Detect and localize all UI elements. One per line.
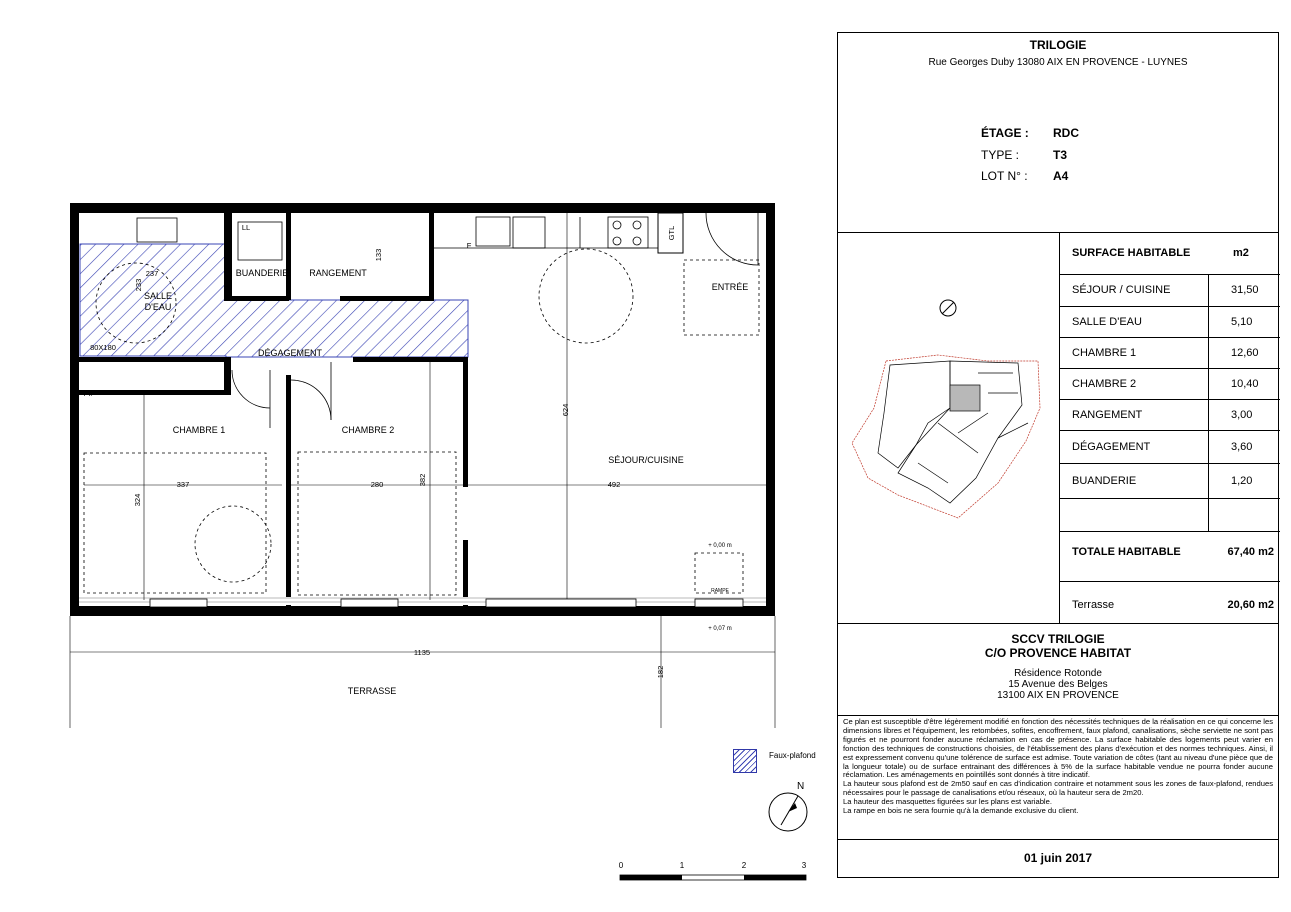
owner-address-3: 13100 AIX EN PROVENCE	[997, 690, 1119, 701]
lot-value: A4	[1053, 169, 1069, 183]
room-chambre-1: CHAMBRE 1	[172, 425, 226, 435]
total-label: TOTALE HABITABLE	[1072, 546, 1181, 558]
surface-row	[1060, 275, 1280, 307]
dim-492: 492	[607, 480, 621, 489]
surface-row	[1060, 400, 1280, 431]
dim-133: 133	[374, 248, 383, 262]
surface-unit: m2	[1233, 247, 1249, 259]
dim-624: 624	[561, 403, 570, 417]
owner-name: SCCV TRILOGIE	[1011, 632, 1105, 646]
surface-header-row	[1060, 233, 1280, 275]
dim-1135: 1135	[413, 648, 431, 657]
project-title: TRILOGIE	[1029, 38, 1087, 52]
scale-tick-3: 3	[801, 861, 807, 870]
room-buanderie: BUANDERIE	[235, 268, 289, 278]
label-gtl: GTL	[667, 225, 676, 241]
surface-row-label: SALLE D'EAU	[1072, 316, 1142, 328]
site-plan	[838, 233, 1059, 624]
room-chambre-2: CHAMBRE 2	[341, 425, 395, 435]
header	[838, 33, 1278, 233]
terrasse-label: Terrasse	[1072, 599, 1115, 611]
disclaimer-p4: La rampe en bois ne sera fournie qu'à la demande exclusive du client.	[843, 806, 1079, 816]
etage-value: RDC	[1053, 126, 1079, 140]
scale-tick-0: 0	[618, 861, 624, 870]
room-degagement: DÉGAGEMENT	[257, 348, 323, 358]
faux-plafond-swatch	[733, 749, 757, 773]
label-ll: LL	[241, 223, 251, 232]
dim-324: 324	[133, 493, 142, 507]
surface-row-value: 1,20	[1231, 475, 1253, 487]
surface-row-value: 5,10	[1231, 316, 1253, 328]
disclaimer	[838, 716, 1278, 840]
surface-row-value: 31,50	[1231, 284, 1259, 296]
total-value: 67,40 m2	[1227, 546, 1274, 558]
terrasse-row	[1060, 582, 1280, 624]
owner-care-of: C/O PROVENCE HABITAT	[984, 646, 1132, 660]
dim-237: 237	[145, 269, 159, 278]
surface-row-value: 3,00	[1231, 409, 1253, 421]
project-address: Rue Georges Duby 13080 AIX EN PROVENCE - LUYNES	[928, 57, 1188, 68]
surface-table	[1059, 233, 1280, 624]
surface-row-label: RANGEMENT	[1072, 409, 1143, 421]
disclaimer-p2: La hauteur sous plafond est de 2m50 sauf en cas d'indication contraire et notamment sous les zones de faux-plafond, rendues nécessaires pour le passage de canalisations et/ou réseaux, où la hauteur sera de 2m20.	[843, 779, 1273, 798]
room-entree: ENTRÉE	[711, 282, 749, 292]
dim-337: 337	[176, 480, 190, 489]
scale-tick-1: 1	[679, 861, 685, 870]
type-label: TYPE :	[981, 148, 1020, 162]
label-pl: Pl.	[83, 389, 93, 398]
room-terrasse: TERRASSE	[347, 686, 397, 696]
surface-row-value: 10,40	[1231, 378, 1259, 390]
surface-row	[1060, 338, 1280, 369]
scale-bar	[619, 861, 807, 880]
label-level-7: + 0,07 m	[708, 626, 732, 632]
situation-and-surfaces	[838, 233, 1278, 624]
surface-row-label: CHAMBRE 2	[1072, 378, 1137, 390]
plan-date: 01 juin 2017	[1023, 851, 1093, 865]
compass-label: N	[797, 781, 805, 792]
room-rangement: RANGEMENT	[309, 268, 367, 278]
surface-row-value: 12,60	[1231, 347, 1259, 359]
owner-block	[838, 624, 1278, 716]
dim-280: 280	[370, 480, 384, 489]
label-f: F	[466, 241, 472, 250]
surface-row-empty	[1060, 499, 1280, 532]
owner-address-2: 15 Avenue des Belges	[1008, 679, 1108, 690]
room-sejour-cuisine: SÉJOUR/CUISINE	[608, 455, 684, 465]
dim-shower: 80X180	[90, 343, 116, 352]
legend-label: Faux-plafond	[769, 751, 816, 760]
surface-row	[1060, 464, 1280, 499]
surface-row-label: CHAMBRE 1	[1072, 347, 1137, 359]
dim-233: 233	[134, 278, 143, 292]
title-block	[837, 32, 1279, 878]
label-rampe: RAMPE	[711, 588, 729, 594]
disclaimer-p3: La hauteur des masquettes figurées sur les plans est variable.	[843, 797, 1052, 807]
surface-row	[1060, 369, 1280, 400]
surface-row	[1060, 307, 1280, 338]
total-row	[1060, 532, 1280, 582]
lot-highlight	[950, 385, 980, 411]
type-value: T3	[1053, 148, 1068, 162]
surface-row-label: DÉGAGEMENT	[1072, 441, 1151, 453]
room-salle-deau: SALLE D'EAU	[143, 291, 173, 312]
compass-icon	[769, 793, 807, 831]
dim-182: 182	[656, 665, 665, 679]
owner-address-1: Résidence Rotonde	[1014, 668, 1102, 679]
scale-tick-2: 2	[741, 861, 747, 870]
surface-row-value: 3,60	[1231, 441, 1253, 453]
surface-header-label: SURFACE HABITABLE	[1072, 247, 1191, 259]
surface-row-label: BUANDERIE	[1072, 475, 1137, 487]
label-level-0: + 0,00 m	[708, 543, 732, 549]
orientation-icon	[940, 300, 956, 316]
lot-label: LOT N° :	[981, 169, 1028, 183]
terrasse-value: 20,60 m2	[1227, 599, 1274, 611]
site-map	[852, 355, 1040, 518]
dim-382: 382	[418, 473, 427, 487]
etage-label: ÉTAGE :	[981, 126, 1029, 140]
surface-row-label: SÉJOUR / CUISINE	[1072, 284, 1171, 296]
surface-row	[1060, 431, 1280, 464]
disclaimer-p1: Ce plan est susceptible d'être légèrement modifié en fonction des nécessités techniques de la réalisation en ce qui concerne les dimensions libres et l'équipement, les retombées, sofites, encoffrement, faux plafond, canalisations, sèche serviette ne sont pas figurés et ne pourront fonder aucune réclamation en cas de présence. La surface habitable des logements peut varier en fonction des techniques de constructions choisies, de l'établissement des plans d'exécution et des normes techniques. Ainsi, il est expressement convenu qu'une tolérence de surface est admise. Toute variation de côtes (tant au niveau d'une pièce que de la longueur totale) ou de surface entrainant des différences à 5% de la surface habitable vendue ne pourra fonder aucune réclamation. Les aménagements en pointillés sont donnés à titre indicatif.	[843, 717, 1273, 780]
